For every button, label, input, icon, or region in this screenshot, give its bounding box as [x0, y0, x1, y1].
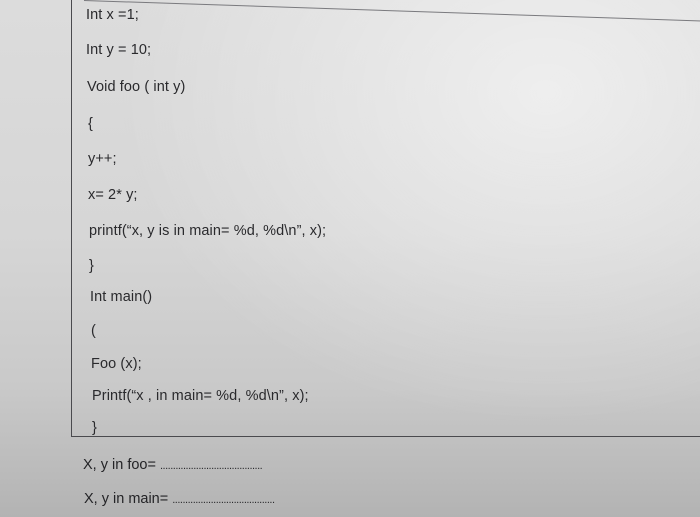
code-line-int-main: Int main()	[90, 289, 153, 305]
code-box-border	[71, 0, 700, 437]
answer-foo-label: X, y in foo=	[83, 457, 156, 473]
code-line-x-assign: x= 2* y;	[88, 187, 138, 203]
answer-foo-blank[interactable]: ........................................	[159, 460, 263, 472]
code-line-foo-call: Foo (x);	[91, 356, 142, 372]
code-line-int-y: Int y = 10;	[86, 42, 152, 58]
code-line-printf-foo: printf(“x, y is in main= %d, %d\n”, x);	[89, 223, 327, 239]
code-line-close-brace-foo: }	[89, 258, 94, 274]
code-line-y-increment: y++;	[88, 151, 117, 167]
code-line-void-foo: Void foo ( int y)	[87, 79, 186, 95]
code-line-open-brace-foo: {	[88, 116, 93, 132]
code-line-open-paren-main: (	[91, 323, 96, 339]
answer-foo-line	[83, 456, 262, 475]
answer-main-label: X, y in main=	[84, 491, 169, 507]
code-line-close-brace-main: }	[92, 420, 97, 436]
answer-main-blank[interactable]: ........................................	[172, 494, 275, 506]
answer-main-line	[84, 490, 275, 509]
code-line-int-x: Int x =1;	[86, 7, 139, 23]
code-line-printf-main: Printf(“x , in main= %d, %d\n”, x);	[92, 388, 309, 404]
